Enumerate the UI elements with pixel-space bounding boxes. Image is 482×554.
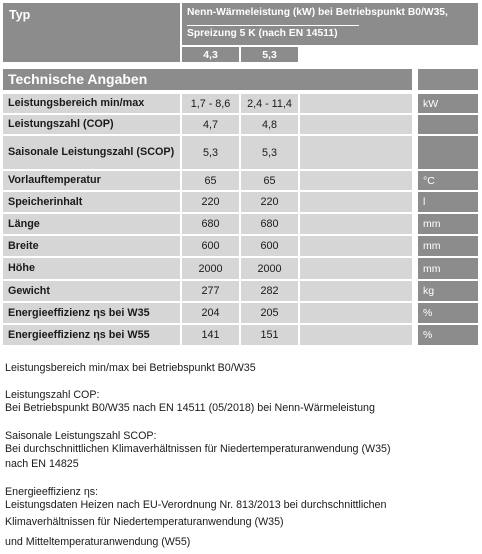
row-spacer xyxy=(300,303,412,323)
row-value-1: 600 xyxy=(182,236,239,256)
row-label: Saisonale Leistungszahl (SCOP) xyxy=(3,136,180,169)
row-value-1: 2000 xyxy=(182,258,239,279)
row-value-2: 680 xyxy=(241,214,298,234)
header-divider xyxy=(187,25,359,26)
row-spacer xyxy=(300,236,412,256)
note-scop-text-1: Bei durchschnittlichen Klimaverhältnissen für Niedertemperaturanwendung (W35) xyxy=(5,443,391,455)
note-cop-text: Bei Betriebspunkt B0/W35 nach EN 14511 (05/2018) bei Nenn-Wärmeleistung xyxy=(5,402,375,414)
row-label: Speicherinhalt xyxy=(3,192,180,212)
row-spacer xyxy=(300,171,412,190)
row-spacer xyxy=(300,136,412,169)
type-header: Typ xyxy=(3,3,180,62)
row-value-2: 151 xyxy=(241,325,298,345)
row-value-2: 5,3 xyxy=(241,136,298,169)
row-unit xyxy=(418,136,478,169)
row-value-1: 220 xyxy=(182,192,239,212)
section-title: Technische Angaben xyxy=(3,69,412,90)
row-unit: kg xyxy=(418,281,478,301)
note-scop-title: Saisonale Leistungszahl SCOP: xyxy=(5,430,157,442)
header-line-2: Spreizung 5 K (nach EN 14511) xyxy=(187,28,338,39)
row-value-2: 65 xyxy=(241,171,298,190)
note-range: Leistungsbereich min/max bei Betriebspunkt B0/W35 xyxy=(5,362,256,374)
row-label: Länge xyxy=(3,214,180,234)
row-label: Energieeffizienz ηs bei W35 xyxy=(3,303,180,323)
row-label: Höhe xyxy=(3,258,180,279)
row-unit: mm xyxy=(418,236,478,256)
row-value-2: 600 xyxy=(241,236,298,256)
row-value-1: 141 xyxy=(182,325,239,345)
row-label: Breite xyxy=(3,236,180,256)
row-value-1: 204 xyxy=(182,303,239,323)
row-value-2: 282 xyxy=(241,281,298,301)
row-unit: mm xyxy=(418,214,478,234)
row-spacer xyxy=(300,115,412,134)
row-label: Leistungszahl (COP) xyxy=(3,115,180,134)
note-cop-title: Leistungszahl COP: xyxy=(5,389,100,401)
note-efficiency-text-1: Leistungsdaten Heizen nach EU-Verordnung Nr. 813/2013 bei durchschnittlichen xyxy=(5,499,387,511)
row-value-1: 680 xyxy=(182,214,239,234)
note-scop-text-2: nach EN 14825 xyxy=(5,458,79,470)
row-spacer xyxy=(300,281,412,301)
header-line-1: Nenn-Wärmeleistung (kW) bei Betriebspunkt B0/W35, xyxy=(187,7,448,18)
note-efficiency-text-2: Klimaverhältnissen für Niedertemperaturanwendung (W35) xyxy=(5,516,284,528)
row-value-2: 4,8 xyxy=(241,115,298,134)
column-header-1: 4,3 xyxy=(182,47,239,62)
row-value-1: 277 xyxy=(182,281,239,301)
row-unit: % xyxy=(418,303,478,323)
row-value-2: 2,4 - 11,4 xyxy=(241,94,298,113)
row-spacer xyxy=(300,94,412,113)
note-efficiency-title: Energieeffizienz ηs: xyxy=(5,486,99,498)
row-label: Gewicht xyxy=(3,281,180,301)
row-spacer xyxy=(300,192,412,212)
row-value-2: 220 xyxy=(241,192,298,212)
column-header-2: 5,3 xyxy=(241,47,298,62)
row-value-1: 4,7 xyxy=(182,115,239,134)
row-unit: kW xyxy=(418,94,478,113)
row-unit: °C xyxy=(418,171,478,190)
row-value-1: 5,3 xyxy=(182,136,239,169)
note-efficiency-text-3: und Mitteltemperaturanwendung (W55) xyxy=(5,536,191,548)
row-value-2: 205 xyxy=(241,303,298,323)
row-unit xyxy=(418,115,478,134)
row-label: Vorlauftemperatur xyxy=(3,171,180,190)
row-value-1: 65 xyxy=(182,171,239,190)
unit-column-header xyxy=(418,69,478,90)
row-value-2: 2000 xyxy=(241,258,298,279)
row-value-1: 1,7 - 8,6 xyxy=(182,94,239,113)
row-unit: % xyxy=(418,325,478,345)
row-spacer xyxy=(300,214,412,234)
row-unit: mm xyxy=(418,258,478,279)
row-spacer xyxy=(300,325,412,345)
row-unit: l xyxy=(418,192,478,212)
row-label: Energieeffizienz ηs bei W55 xyxy=(3,325,180,345)
row-spacer xyxy=(300,258,412,279)
row-label: Leistungsbereich min/max xyxy=(3,94,180,113)
nominal-output-header xyxy=(182,3,478,45)
